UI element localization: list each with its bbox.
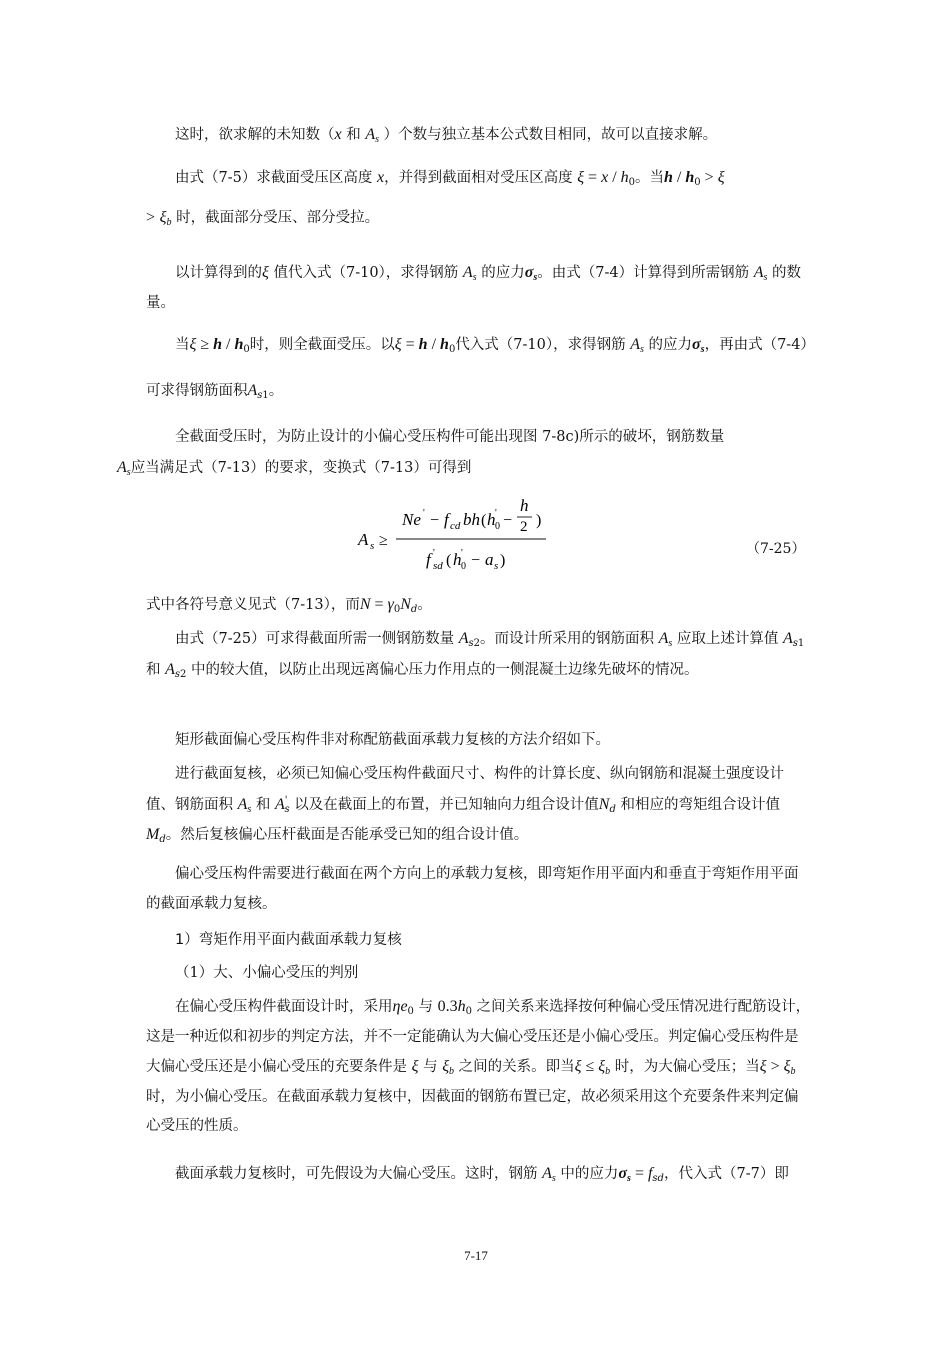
svg-text:h: h [487, 510, 496, 529]
equation-number: （7-25） [746, 541, 806, 557]
paragraph-stress-calc: 以计算得到的ξ 值代入式（7-10），求得钢筋 $A_s$ 的应力$\sigma_s$。由式（7-4）计算得到所需钢筋 $A_s$ 的数量。 [146, 264, 801, 311]
paragraph-review-intro: 矩形截面偏心受压构件非对称配筋截面承载力复核的方法介绍如下。 [175, 732, 610, 748]
svg-text:sd: sd [433, 560, 443, 572]
subsection-heading: （1）大、小偏心受压的判别 [175, 965, 359, 981]
page-number: 7-17 [464, 1248, 488, 1263]
svg-text:': ' [433, 548, 435, 559]
svg-text:A: A [358, 530, 369, 549]
svg-text:≥: ≥ [379, 532, 388, 549]
paragraph-full-compression: 当$\xi \ge h / h_0$时，则全截面受压。以$\xi = h / h_0$代入式（7-10），求得钢筋 $A_s$ 的应力$\sigma_s$，再由式（7-4）可求得钢筋面积$A_{s1}$。 [146, 336, 808, 401]
svg-text:cd: cd [450, 520, 461, 532]
svg-text:0: 0 [461, 561, 466, 572]
svg-text:': ' [461, 548, 463, 559]
section-heading: 1）弯矩作用平面内截面承载力复核 [175, 932, 402, 948]
svg-text:−: − [430, 512, 440, 529]
svg-text:h: h [520, 496, 529, 515]
svg-text:): ) [500, 552, 506, 569]
svg-text:f: f [426, 550, 431, 569]
svg-text:s: s [370, 540, 375, 552]
equation-7-25 [350, 492, 590, 582]
paragraph-eccentricity-judgement: 在偏心受压构件截面设计时，采用$\eta e_0$ 与 $0.3h_0$ 之间关系来选择按何种偏心受压情况进行配筋设计，这是一种近似和初步的判定方法，并不一定能确认为大偏心受压还是小偏心受压。判定偏心受压构件是大偏心受压还是小偏心受压的充要条件是 ξ 与 $\xi_b$ 之间的关系。即当$\xi \le \xi_b$ 时，为大偏心受压；当$\xi > \xi_b$ 时，为小偏心受压。在截面承载力复核中，因截面的钢筋布置已定，故必须采用这个充要条件来判定偏心受压的性质。 [146, 998, 811, 1134]
svg-text:(: ( [446, 552, 452, 569]
paragraph-two-directions: 偏心受压构件需要进行截面在两个方向上的承载力复核，即弯矩作用平面内和垂直于弯矩作用平面的截面承载力复核。 [146, 866, 799, 912]
svg-text:a: a [485, 550, 494, 569]
svg-text:0: 0 [495, 521, 500, 532]
paragraph-steel-requirement: 全截面受压时，为防止设计的小偏心受压构件可能出现图 7-8c)所示的破坏，钢筋数量 $A_s$应当满足式（7-13）的要求，变换式（7-13）可得到 [117, 429, 725, 478]
svg-text:s: s [494, 560, 499, 572]
svg-text:(: ( [481, 512, 487, 529]
svg-text:': ' [423, 508, 425, 519]
svg-text:h: h [453, 550, 462, 569]
paragraph-compression-height: 由式（7-5）求截面受压区高度 x，并得到截面相对受压区高度 $\xi = x / h_0$。当$h / h_0 > \xi$ > $\xi_b$ 时，截面部分受压、部分受拉。 [146, 169, 725, 228]
svg-text:−: − [471, 552, 481, 569]
paragraph-capacity-review: 截面承载力复核时，可先假设为大偏心受压。这时，钢筋 $A_s$ 中的应力$\sigma_s = f_{sd}$，代入式（7-7）即 [175, 1165, 789, 1184]
svg-text:2: 2 [520, 519, 528, 535]
svg-text:Ne: Ne [402, 510, 421, 529]
svg-text:−: − [503, 512, 513, 529]
svg-text:': ' [495, 508, 497, 519]
paragraph-symbols: 式中各符号意义见式（7-13），而$N = \gamma_0N_d$。 [146, 596, 432, 615]
svg-text:): ) [536, 512, 542, 529]
paragraph-unknowns: 这时，欲求解的未知数（x 和 $A_s$ ）个数与独立基本公式数目相同，故可以直接求解。 [175, 126, 718, 145]
svg-text:f: f [444, 510, 449, 529]
paragraph-review-conditions: 进行截面复核，必须已知偏心受压构件截面尺寸、构件的计算长度、纵向钢筋和混凝土强度设计值、钢筋面积 $A_s$ 和 $A'_s$ 以及在截面上的布置，并已知轴向力组合设计值$N_d$ 和相应的弯矩组合设计值$M_d$。然后复核偏心压杆截面是否能承受已知的组合设计值。 [146, 766, 784, 845]
svg-text:bh: bh [463, 510, 480, 529]
paragraph-steel-area: 由式（7-25）可求得截面所需一侧钢筋数量 $A_{s2}$。而设计所采用的钢筋面积 $A_s$ 应取上述计算值 $A_{s1}$ 和 $A_{s2}$ 中的较大值，以防止出现远离偏心压力作用点的一侧混凝土边缘先破坏的情况。 [146, 630, 805, 680]
